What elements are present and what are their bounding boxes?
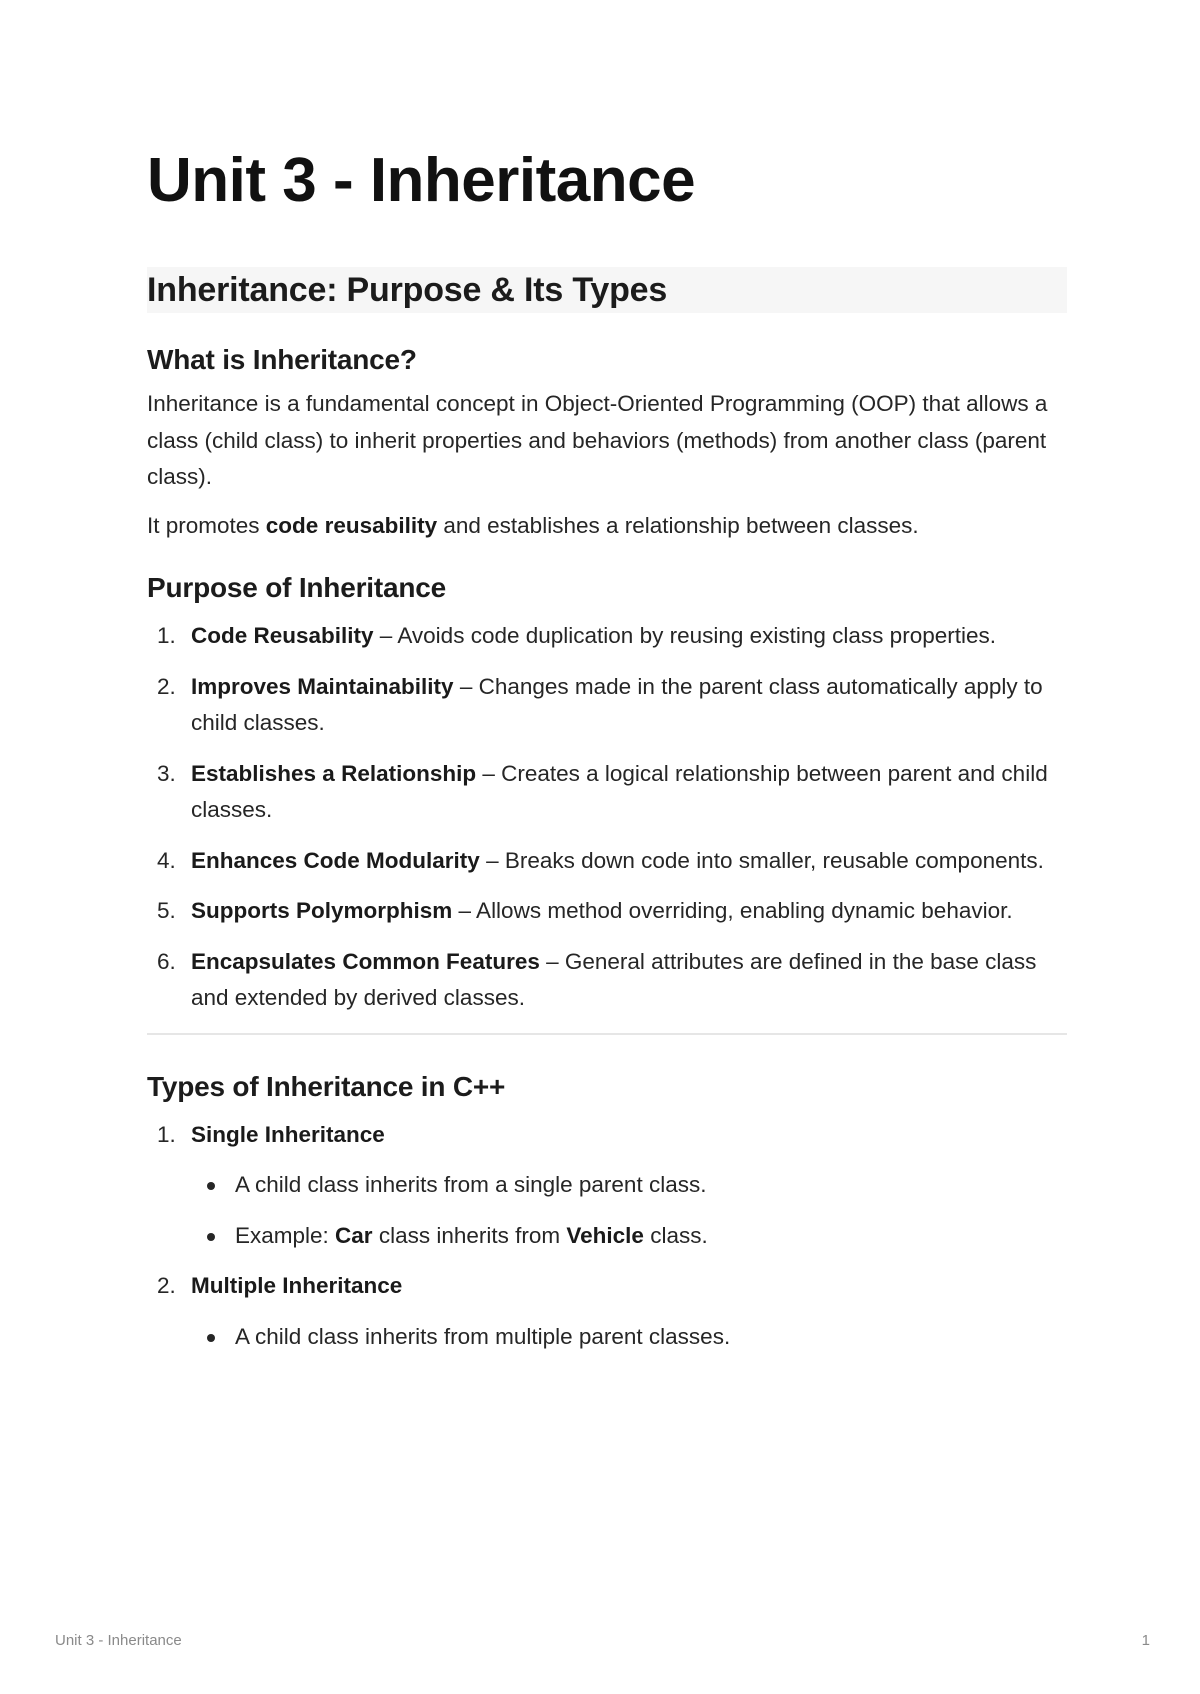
- types-list: [147, 1117, 1067, 1356]
- type-item-title: Single Inheritance: [191, 1121, 385, 1147]
- p2-after: and establishes a relationship between classes.: [437, 512, 919, 538]
- purpose-item: [147, 944, 1067, 1017]
- footer-page-number: 1: [1141, 1632, 1150, 1649]
- purpose-item-title: Establishes a Relationship: [191, 760, 477, 786]
- bullet-dot-icon: [207, 1182, 215, 1190]
- purpose-item-number: 4.: [157, 847, 176, 873]
- bullet-dot-icon: [207, 1334, 215, 1342]
- example-suffix: class.: [643, 1222, 708, 1248]
- content-body: [147, 340, 1067, 1355]
- bullet-item: [191, 1167, 1067, 1204]
- example-parent: Vehicle: [566, 1222, 644, 1248]
- purpose-item-title: Improves Maintainability: [191, 673, 454, 699]
- purpose-item-number: 5.: [157, 898, 176, 923]
- types-heading: Types of Inheritance in C++: [147, 1070, 506, 1102]
- example-mid: class inherits from: [372, 1222, 567, 1248]
- section-heading-block: [147, 267, 1067, 313]
- type-item-number: 1.: [157, 1121, 176, 1147]
- purpose-item-text: – Changes made in the parent class automatically apply to child classes.: [191, 673, 1043, 735]
- page-title: Unit 3 - Inheritance: [147, 146, 696, 215]
- bullet-text: A child class inherits from a single parent class.: [235, 1172, 707, 1197]
- purpose-item-number: 2.: [157, 673, 176, 699]
- purpose-item: [147, 843, 1067, 880]
- section-divider: [147, 1033, 1067, 1035]
- example-child: Car: [335, 1222, 373, 1248]
- bullet-item: [191, 1319, 1067, 1356]
- purpose-item-number: 1.: [157, 623, 176, 648]
- section-title: Inheritance: Purpose & Its Types: [147, 271, 668, 309]
- example-prefix: Example:: [235, 1222, 336, 1248]
- single-bullets: [191, 1167, 1067, 1254]
- purpose-item-title: Code Reusability: [191, 623, 374, 648]
- purpose-item-text: – General attributes are defined in the base class and extended by derived classes.: [191, 948, 1037, 1010]
- purpose-item: [147, 618, 1067, 655]
- p2-bold: code reusability: [265, 512, 438, 538]
- type-item-number: 2.: [157, 1273, 176, 1298]
- purpose-item: [147, 669, 1067, 742]
- purpose-item-number: 3.: [157, 760, 176, 786]
- purpose-item-title: Encapsulates Common Features: [191, 948, 540, 974]
- purpose-item-title: Supports Polymorphism: [191, 898, 453, 923]
- bullet-dot-icon: [207, 1233, 215, 1241]
- purpose-list: [147, 618, 1067, 1017]
- bullet-text: A child class inherits from multiple parent classes.: [235, 1323, 731, 1349]
- purpose-item: [147, 756, 1067, 829]
- purpose-item-number: 6.: [157, 948, 176, 974]
- purpose-item-title: Enhances Code Modularity: [191, 847, 480, 873]
- footer-document-title: Unit 3 - Inheritance: [55, 1632, 182, 1649]
- what-heading: What is Inheritance?: [147, 344, 417, 375]
- purpose-item-text: – Breaks down code into smaller, reusable components.: [479, 847, 1044, 873]
- purpose-item-text: – Creates a logical relationship between parent and child classes.: [191, 760, 1048, 822]
- type-item-single: [147, 1117, 1067, 1255]
- purpose-item-text: – Allows method overriding, enabling dynamic behavior.: [452, 898, 1013, 923]
- purpose-item: [147, 893, 1067, 930]
- bullet-item: [191, 1218, 1067, 1255]
- type-item-title: Multiple Inheritance: [191, 1273, 403, 1298]
- type-item-multiple: [147, 1268, 1067, 1355]
- p2-before: It promotes: [147, 512, 266, 538]
- purpose-heading: Purpose of Inheritance: [147, 572, 446, 603]
- reusability-paragraph: [147, 508, 1067, 545]
- multiple-bullets: [191, 1319, 1067, 1356]
- purpose-item-text: – Avoids code duplication by reusing existing class properties.: [373, 623, 996, 648]
- what-paragraph: Inheritance is a fundamental concept in Object-Oriented Programming (OOP) that allows a class (child class) to inherit properties and behaviors (methods) from another class (parent class).: [147, 391, 1048, 489]
